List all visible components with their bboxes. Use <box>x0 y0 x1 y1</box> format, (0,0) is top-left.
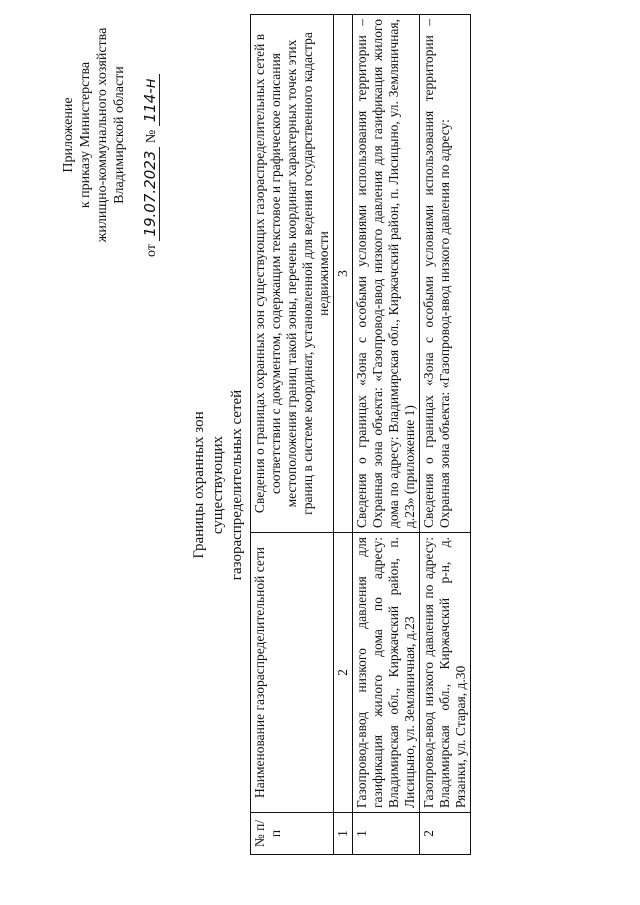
protection-zones-table <box>250 14 471 855</box>
approval-block <box>60 5 160 265</box>
table-row <box>420 15 471 855</box>
approval-line-1: Приложение <box>61 97 76 173</box>
number-prefix: № <box>144 129 159 144</box>
table-header-row <box>251 15 334 855</box>
handwritten-number: 114-н <box>141 74 160 126</box>
approval-line-3: жилищно-коммунального хозяйства <box>95 27 110 243</box>
date-prefix: от <box>144 244 159 257</box>
handwritten-date: 19.07.2023 <box>141 147 160 241</box>
table-column-number-row <box>334 15 353 855</box>
row-1-name: Газопровод-ввод низкого давления для газификация жилого дома по адресу: Владимирская обл., Киржачский район, п. Лисицыно, ул. Земляничная, д.23 <box>353 533 420 813</box>
row-2-name: Газопровод-ввод низкого давления по адресу: Владимирская обл., Киржачский р-н, д. Рязанки, ул. Старая, д.30 <box>420 533 471 813</box>
approval-date-line <box>142 5 160 265</box>
table-row <box>353 15 420 855</box>
column-number-1: 1 <box>334 813 353 855</box>
approval-line-4: Владимирской области <box>112 66 127 204</box>
header-index: № п/п <box>251 813 334 855</box>
header-network-name: Наименование газораспределительной сети <box>251 533 334 813</box>
row-2-index: 2 <box>420 813 471 855</box>
header-zone-info: Сведения о границах охранных зон существующих газораспределительных сетей в соответствии с документом, содержащим текстовое и графическое описания местоположения границ такой зоны, перечень координат характерных точек этих границ в системе координат, установленной для ведения государственного кадастра недвижимости <box>251 15 334 533</box>
column-number-3: 3 <box>334 15 353 533</box>
title-line-2: газораспределительных сетей <box>229 389 245 581</box>
title-line-1: Границы охранных зон существующих <box>191 411 226 559</box>
approval-line-2: к приказу Министерства <box>78 61 93 209</box>
row-1-index: 1 <box>353 813 420 855</box>
row-1-info: Сведения о границах «Зона с особыми условиями использования территории – Охранная зона объекта: «Газопровод-ввод низкого давления для газификация жилого дома по адресу: Владимирская обл., Киржачский район, п. Лисицыно, ул. Земляничная, д.23» (приложение 1) <box>353 15 420 533</box>
row-2-info: Сведения о границах «Зона с особыми условиями использования территории – Охранная зона объекта: «Газопровод-ввод низкого давления по адресу: <box>420 15 471 533</box>
document-title <box>190 365 247 605</box>
column-number-2: 2 <box>334 533 353 813</box>
